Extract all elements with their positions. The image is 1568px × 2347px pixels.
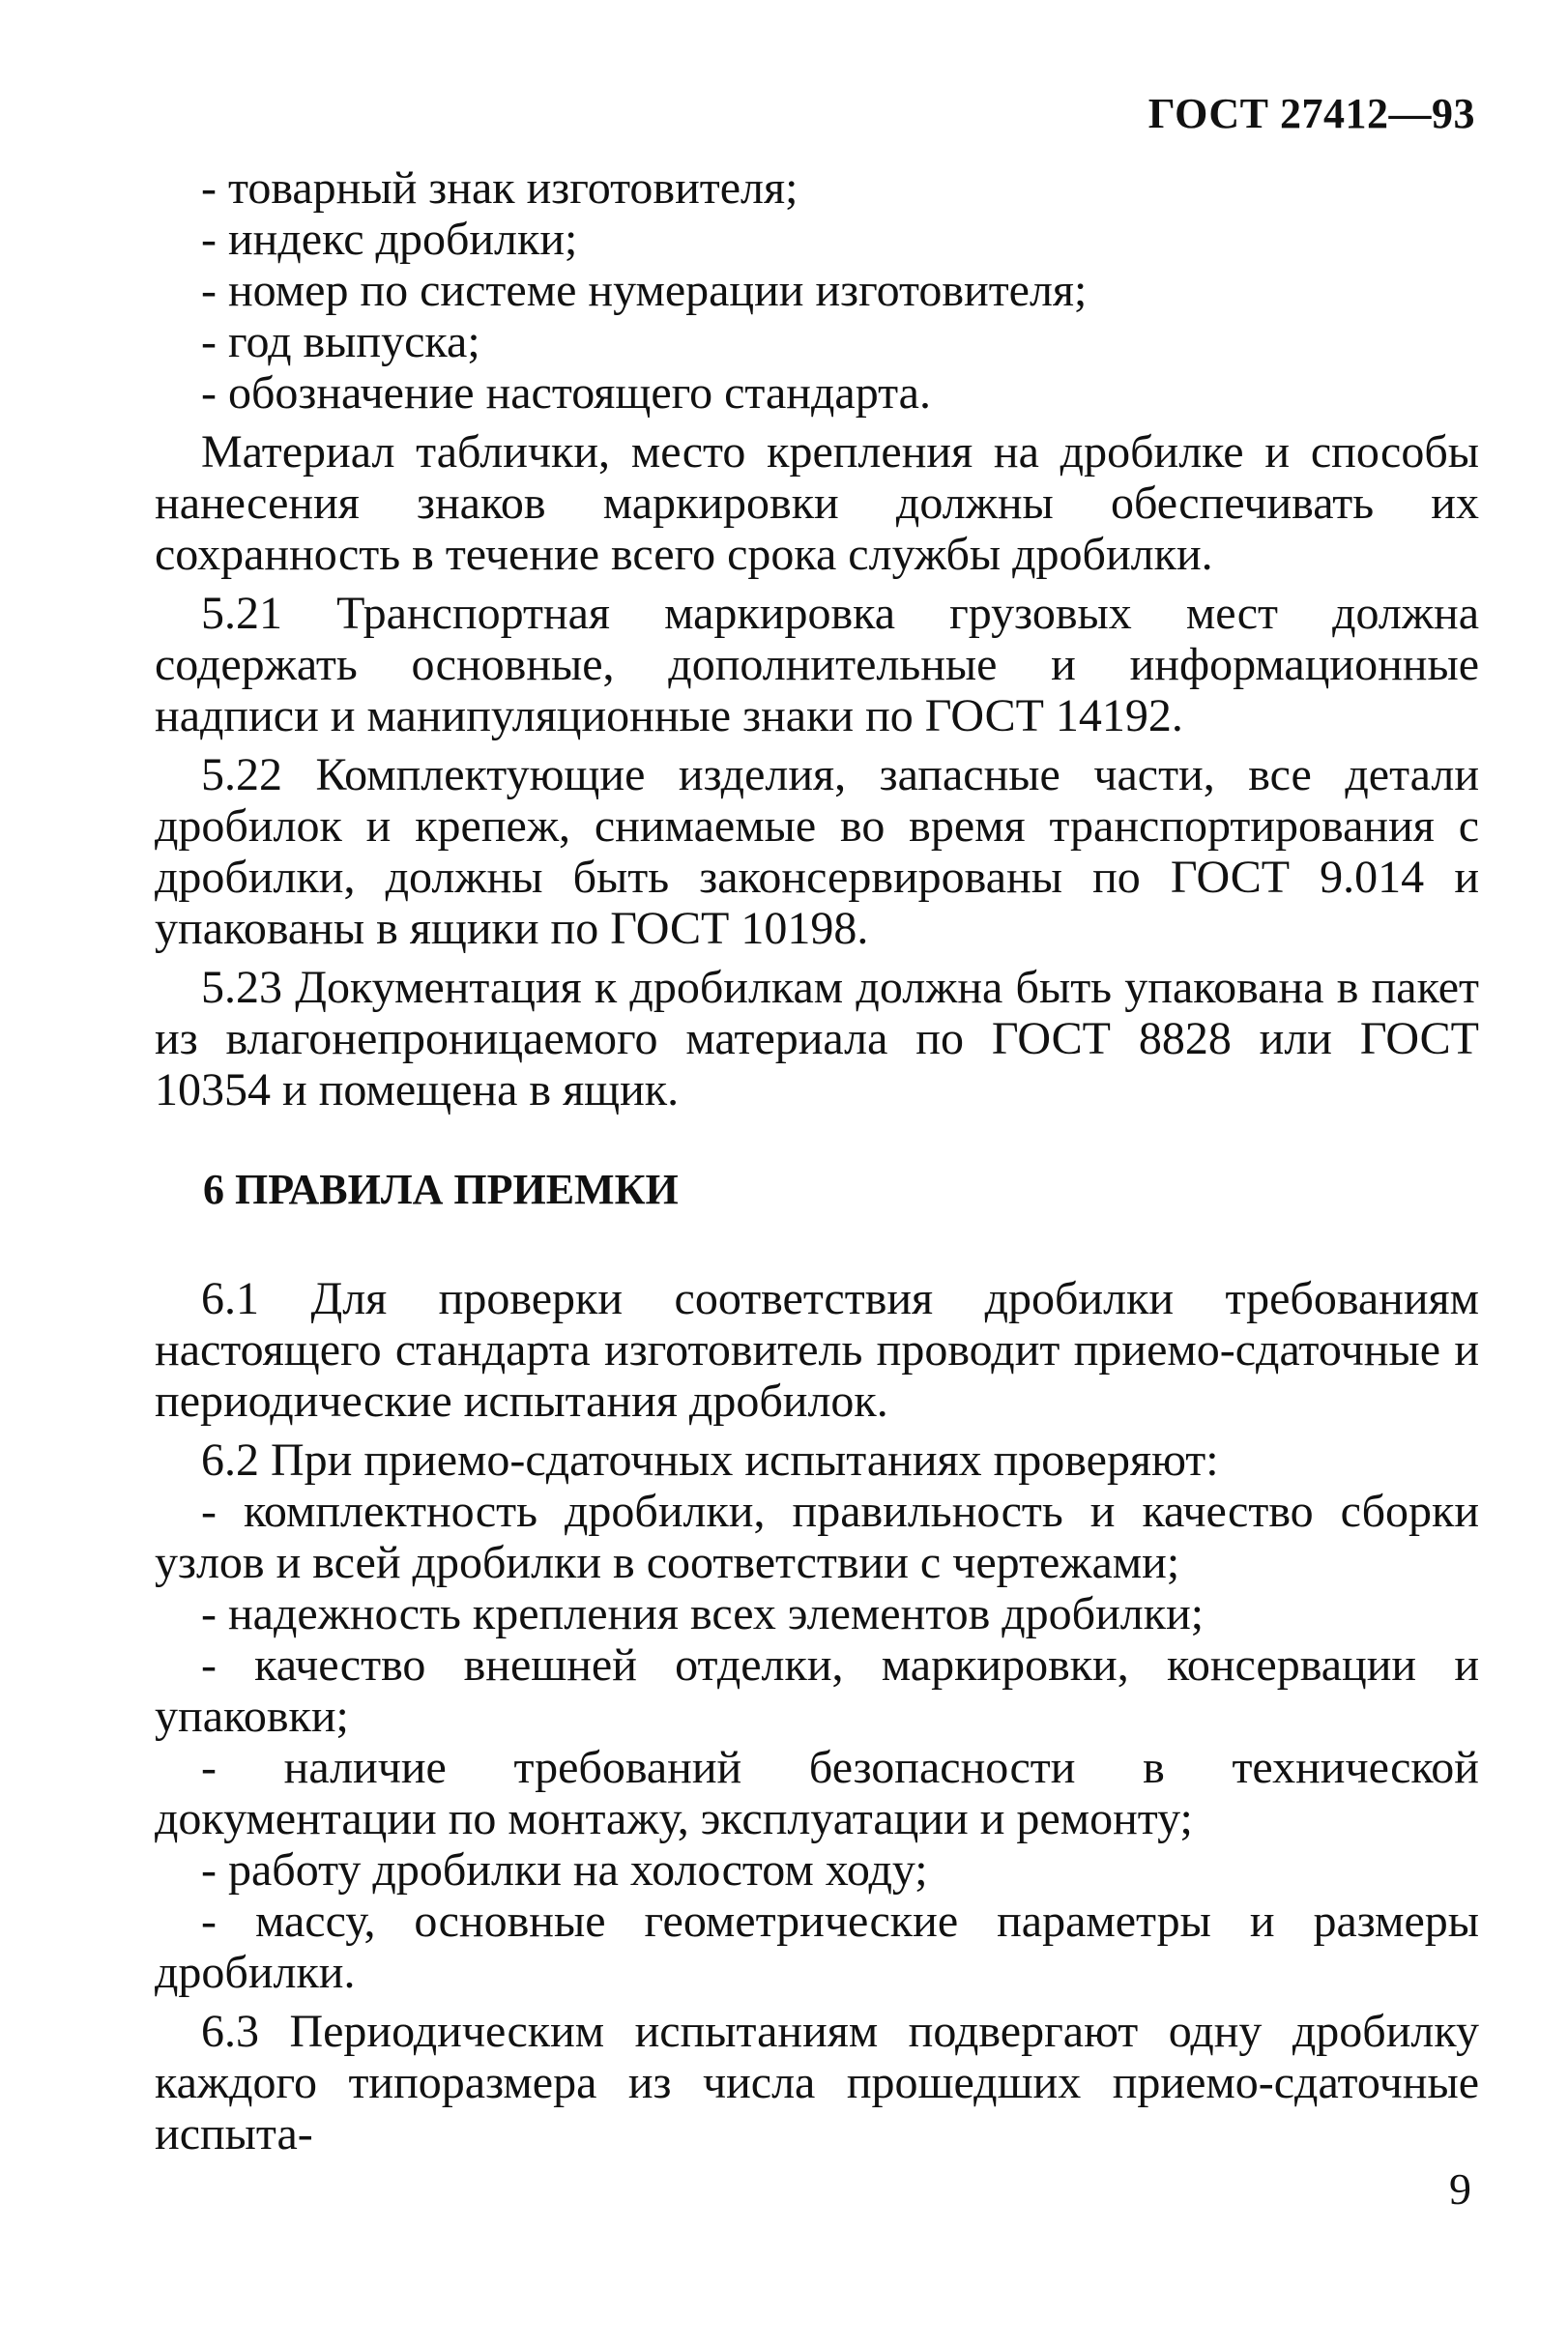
paragraph-5-23: 5.23 Документация к дробилкам должна быть упакована в пакет из влагонепроницаемого материала по ГОСТ 8828 или ГОСТ 10354 и помещена в ящик.	[155, 962, 1479, 1116]
list-item: - наличие требований безопасности в технической документации по монтажу, эксплуатации и ремонту;	[155, 1742, 1479, 1844]
list-item: - индекс дробилки;	[201, 214, 578, 265]
page-body	[155, 162, 1479, 2159]
paragraph-6-1: 6.1 Для проверки соответствия дробилки требованиям настоящего стандарта изготовитель проводит приемо-сдаточные и периодические испытания дробилок.	[155, 1273, 1479, 1427]
list-item: - надежность крепления всех элементов дробилки;	[201, 1588, 1205, 1639]
list-item: - год выпуска;	[201, 316, 480, 367]
list-item: - работу дробилки на холостом ходу;	[201, 1844, 928, 1896]
page-number: 9	[1449, 2164, 1471, 2214]
paragraph-6-2: 6.2 При приемо-сдаточных испытаниях проверяют:	[201, 1434, 1219, 1486]
list-item: - товарный знак изготовителя;	[201, 162, 799, 214]
paragraph-5-22: 5.22 Комплектующие изделия, запасные части, все детали дробилок и крепеж, снимаемые во время транспортирования с дробилки, должны быть законсервированы по ГОСТ 9.014 и упакованы в ящики по ГОСТ 10198.	[155, 749, 1479, 954]
list-item: - номер по системе нумерации изготовителя;	[201, 265, 1088, 316]
document-code-header: ГОСТ 27412—93	[1147, 90, 1475, 137]
section-heading: 6 ПРАВИЛА ПРИЕМКИ	[203, 1166, 679, 1213]
list-item: - комплектность дробилки, правильность и качество сборки узлов и всей дробилки в соответствии с чертежами;	[155, 1486, 1479, 1588]
list-item: - качество внешней отделки, маркировки, консервации и упаковки;	[155, 1639, 1479, 1742]
list-item: - обозначение настоящего стандарта.	[201, 367, 931, 419]
paragraph-5-21: 5.21 Транспортная маркировка грузовых мест должна содержать основные, дополнительные и информационные надписи и манипуляционные знаки по ГОСТ 14192.	[155, 588, 1479, 741]
paragraph-6-3: 6.3 Периодическим испытаниям подвергают одну дробилку каждого типоразмера из числа прошедших приемо-сдаточные испыта-	[155, 2006, 1479, 2159]
paragraph-material: Материал таблички, место крепления на дробилке и способы нанесения знаков маркировки должны обеспечивать их сохранность в течение всего срока службы дробилки.	[155, 426, 1479, 580]
list-item: - массу, основные геометрические параметры и размеры дробилки.	[155, 1896, 1479, 1998]
